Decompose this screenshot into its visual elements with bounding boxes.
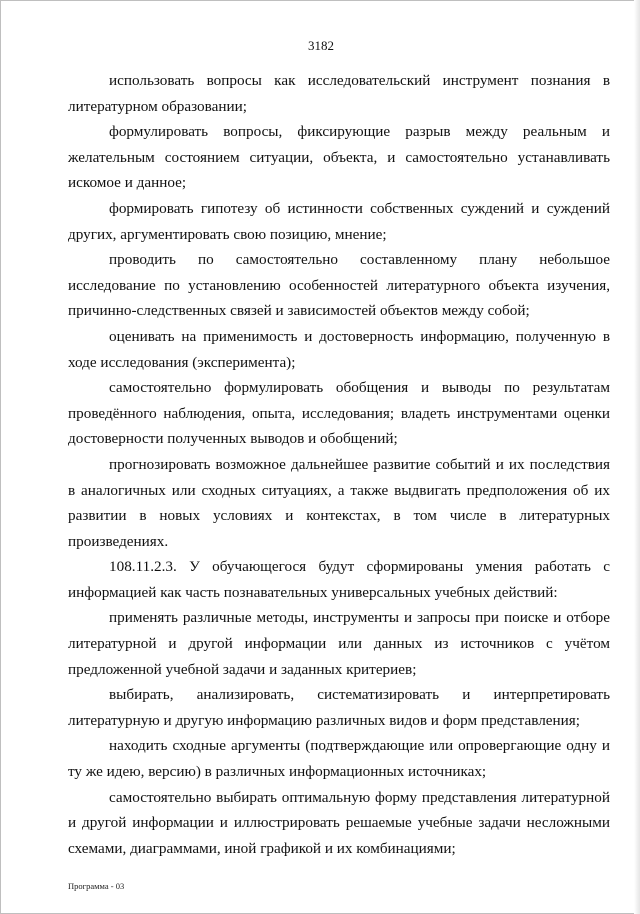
paragraph: самостоятельно формулировать обобщения и выводы по результатам проведённого наблюдения, опыта, исследования; владеть инструментами оценки достоверности полученных выводов и обобщений; xyxy=(68,379,610,448)
scan-edge-shadow xyxy=(634,0,640,914)
paragraph: формировать гипотезу об истинности собственных суждений и суждений других, аргументировать свою позицию, мнение; xyxy=(68,199,610,243)
paragraph: использовать вопросы как исследовательский инструмент познания в литературном образовании; xyxy=(68,72,610,115)
paragraph: выбирать, анализировать, систематизировать и интерпретировать литературную и другую информацию различных видов и форм представления; xyxy=(68,686,610,729)
paragraph: самостоятельно выбирать оптимальную форму представления литературной и другой информации и иллюстрировать решаемые учебные задачи несложными схемами, диаграммами, иной графикой и их комбинациями; xyxy=(68,788,610,857)
paragraph: применять различные методы, инструменты и запросы при поиске и отборе литературной и другой информации или данных из источников с учётом предложенной учебной задачи и заданных критериев; xyxy=(68,609,610,678)
paragraph: находить сходные аргументы (подтверждающие или опровергающие одну и ту же идею, версию) в различных информационных источниках; xyxy=(68,737,610,781)
section-heading-paragraph: 108.11.2.3. У обучающегося будут сформированы умения работать с информацией как часть познавательных универсальных учебных действий: xyxy=(68,558,610,601)
paragraph: оценивать на применимость и достоверность информацию, полученную в ходе исследования (эксперимента); xyxy=(68,327,610,371)
paragraph: прогнозировать возможное дальнейшее развитие событий и их последствия в аналогичных или сходных ситуациях, а также выдвигать предположения об их развитии в новых условиях и контекстах, в том числе в литературных произведениях. xyxy=(68,455,610,550)
document-body xyxy=(68,68,610,861)
paragraph: проводить по самостоятельно составленному плану небольшое исследование по установлению особенностей литературного объекта изучения, причинно-следственных связей и зависимостей объектов между собой; xyxy=(68,251,610,320)
page-number: 3182 xyxy=(308,38,334,53)
paragraph: формулировать вопросы, фиксирующие разрыв между реальным и желательным состоянием ситуации, объекта, и самостоятельно устанавливать искомое и данное; xyxy=(68,123,610,192)
footer-label: Программа - 03 xyxy=(68,881,125,891)
